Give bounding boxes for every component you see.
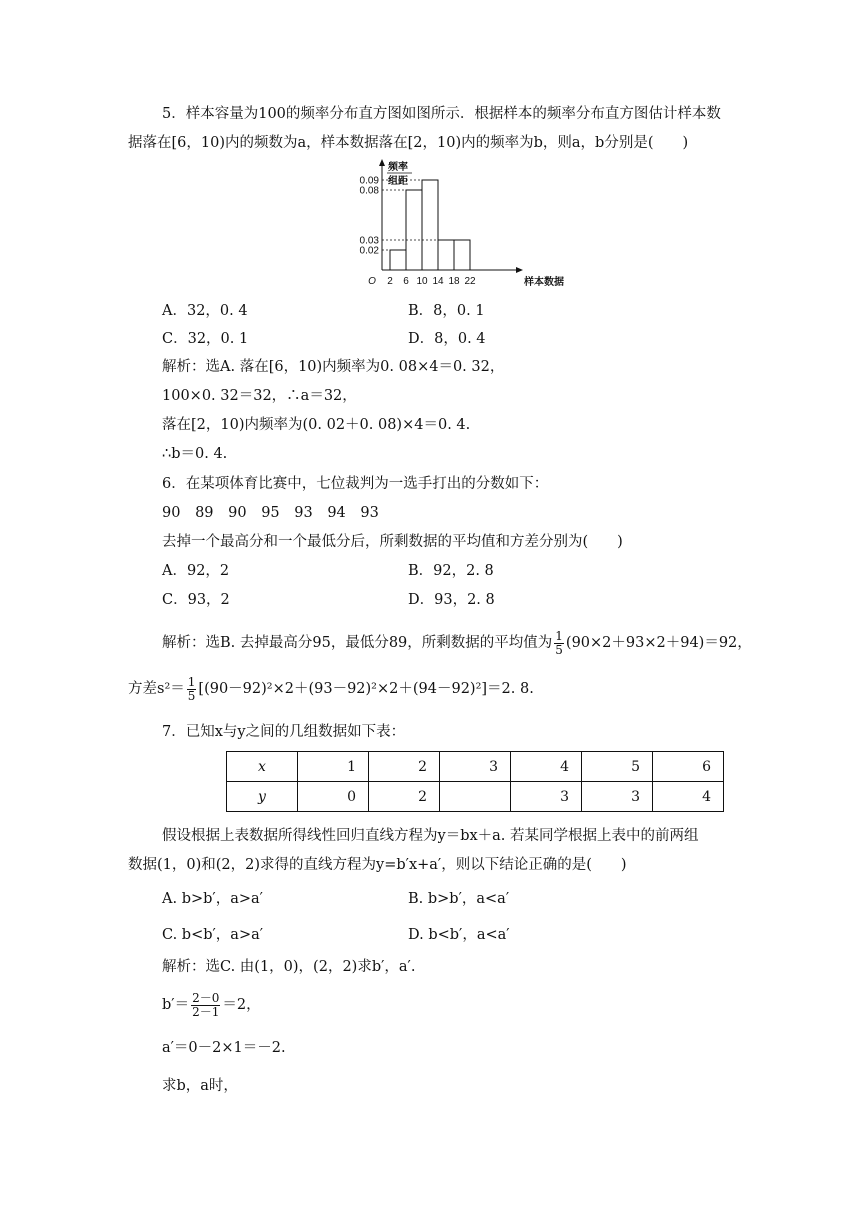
score-1: 90 xyxy=(162,505,181,521)
table-cell: 2 xyxy=(369,782,440,812)
table-cell: 3 xyxy=(440,752,511,782)
q5-option-b: B．8，0. 1 xyxy=(408,303,485,319)
q5-line1: 5．样本容量为100的频率分布直方图如图所示．根据样本的频率分布直方图估计样本数 xyxy=(162,106,721,122)
q6-solution-2 xyxy=(128,674,534,704)
q7-option-d: D. b<b′，a<a′ xyxy=(408,927,510,943)
q6-scores xyxy=(162,503,379,523)
y-tick-label: 0.03 xyxy=(359,235,379,247)
x-tick-label: 10 xyxy=(416,276,428,287)
table-cell: 5 xyxy=(582,752,653,782)
table-cell: 1 xyxy=(298,752,369,782)
xy-data-table xyxy=(226,751,724,812)
score-7: 93 xyxy=(360,505,379,521)
q7-line1: 7．已知x与y之间的几组数据如下表： xyxy=(162,724,406,740)
q5-solution-2: 100×0. 32＝32，∴a＝32， xyxy=(162,388,357,404)
q6-solution-1-post: (90×2＋93×2＋94)＝92， xyxy=(565,635,752,651)
q7-option-a: A. b>b′，a>a′ xyxy=(162,891,263,907)
y-axis-label-bottom: 组距 xyxy=(388,176,408,187)
fraction-one-fifth-2: $\frac{1}{5}$ xyxy=(187,674,196,703)
x-axis-label: 样本数据 xyxy=(524,277,564,288)
q7-option-c: C. b<b′，a>a′ xyxy=(162,927,264,943)
y-axis-label-top: 频率 xyxy=(388,162,408,173)
frequency-histogram xyxy=(348,158,564,298)
q7-solution-2-pre: b′＝ xyxy=(162,997,190,1013)
q7-solution-2 xyxy=(162,990,261,1020)
q7-solution-1: 解析：选C. 由(1，0)，(2，2)求b′，a′. xyxy=(162,959,416,975)
score-5: 93 xyxy=(294,505,313,521)
x-tick-label: 22 xyxy=(464,276,476,287)
x-tick-label: 6 xyxy=(403,276,409,287)
score-3: 90 xyxy=(228,505,247,521)
table-cell-y-label: y xyxy=(227,782,298,812)
fraction-slope: $\frac{2-0}{2-1}$ xyxy=(192,990,220,1019)
fraction-one-fifth: $\frac{1}{5}$ xyxy=(555,628,563,657)
origin-label: O xyxy=(368,276,376,287)
q6-option-b: B．92，2. 8 xyxy=(408,563,494,579)
table-cell: 4 xyxy=(511,752,582,782)
x-tick-label: 2 xyxy=(387,276,393,287)
table-row-y xyxy=(227,782,724,812)
q6-line3: 去掉一个最高分和一个最低分后，所剩数据的平均值和方差分别为( ) xyxy=(162,534,623,550)
histogram-bar-18-22 xyxy=(454,240,470,270)
q6-line1: 6．在某项体育比赛中，七位裁判为一选手打出的分数如下： xyxy=(162,476,549,492)
table-cell: 0 xyxy=(298,782,369,812)
q5-option-d: D．8，0. 4 xyxy=(408,331,486,347)
table-cell: 3 xyxy=(582,782,653,812)
q6-option-c: C．93，2 xyxy=(162,592,230,608)
q7-option-b: B. b>b′，a<a′ xyxy=(408,891,510,907)
q7-line3: 数据(1，0)和(2，2)求得的直线方程为y=b′x+a′，则以下结论正确的是( ) xyxy=(128,857,627,873)
score-6: 94 xyxy=(327,505,346,521)
x-tick-label: 14 xyxy=(432,276,444,287)
q6-option-d: D．93，2. 8 xyxy=(408,592,495,608)
q5-solution-3: 落在[2，10)内频率为(0. 02＋0. 08)×4＝0. 4. xyxy=(162,417,471,433)
q7-line2: 假设根据上表数据所得线性回归直线方程为y＝bx＋a. 若某同学根据上表中的前两组 xyxy=(162,828,699,844)
q6-solution-2-pre: 方差s²＝ xyxy=(128,681,185,697)
y-tick-label: 0.08 xyxy=(359,185,379,197)
y-tick-label: 0.02 xyxy=(359,245,379,257)
q5-option-c: C．32，0. 1 xyxy=(162,331,249,347)
q5-solution-1: 解析：选A. 落在[6，10)内频率为0. 08×4＝0. 32， xyxy=(162,359,505,375)
q7-solution-2-post: ＝2， xyxy=(222,997,261,1013)
histogram-bar-6-10 xyxy=(406,190,422,270)
table-cell xyxy=(440,782,511,812)
score-4: 95 xyxy=(261,505,280,521)
y-axis-arrow xyxy=(379,159,385,166)
histogram-bar-14-18 xyxy=(438,240,454,270)
q6-solution-1 xyxy=(162,628,752,658)
q5-line2: 据落在[6，10)内的频数为a，样本数据落在[2，10)内的频率为b，则a，b分别是( ) xyxy=(128,135,689,151)
table-cell: 3 xyxy=(511,782,582,812)
x-tick-label: 18 xyxy=(448,276,460,287)
histogram-bars xyxy=(390,180,470,270)
x-axis-arrow xyxy=(516,267,523,273)
histogram-bar-10-14 xyxy=(422,180,438,270)
q6-solution-2-post: [(90－92)²×2＋(93－92)²×2＋(94－92)²]＝2. 8. xyxy=(198,681,534,697)
y-tick-label: 0.09 xyxy=(359,175,379,187)
score-2: 89 xyxy=(195,505,214,521)
q6-solution-1-pre: 解析：选B. 去掉最高分95，最低分89，所剩数据的平均值为 xyxy=(162,635,553,651)
q6-option-a: A．92，2 xyxy=(162,563,230,579)
q5-solution-4: ∴b＝0. 4. xyxy=(162,446,228,462)
q7-solution-4: 求b，a时， xyxy=(162,1078,238,1094)
q5-option-a: A．32，0. 4 xyxy=(162,303,248,319)
table-cell-x-label: x xyxy=(227,752,298,782)
histogram-bar-2-6 xyxy=(390,250,406,270)
q7-solution-3: a′＝0－2×1＝－2. xyxy=(162,1040,286,1056)
table-cell: 6 xyxy=(653,752,724,782)
table-row-x xyxy=(227,752,724,782)
table-cell: 4 xyxy=(653,782,724,812)
table-cell: 2 xyxy=(369,752,440,782)
